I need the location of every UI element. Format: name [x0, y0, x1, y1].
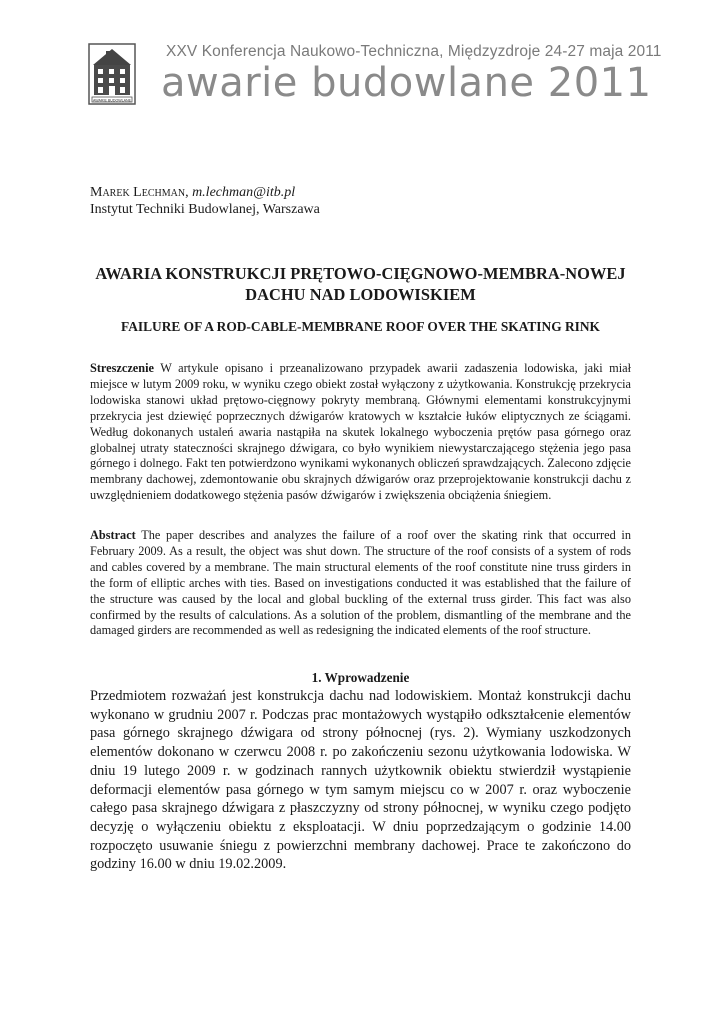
paper-title-pl: AWARIA KONSTRUKCJI PRĘTOWO-CIĘGNOWO-MEMBRA-NOWEJ DACHU NAD LODOWISKIEM [95, 264, 626, 304]
paper-title-en: FAILURE OF A ROD-CABLE-MEMBRANE ROOF OVER THE SKATING RINK [121, 319, 600, 334]
abstract-en [90, 528, 631, 639]
conference-logo [88, 43, 136, 105]
abstract-pl-text: W artykule opisano i przeanalizowano przypadek awarii zadaszenia lodowiska, jaki miał miejsce w lutym 2009 roku, w wyniku czego obiekt został wyłączony z użytkowania. Konstrukcję przekrycia lodowiska stanowi układ prętowo-cięgnowy pokryty membraną. Głównymi elementami konstrukcyjnymi przekrycia jest dziewięć poprzecznych dźwigarów kratowych w kształcie łuków eliptycznych ze ściągami. Według dokonanych ustaleń awaria nastąpiła na skutek lokalnego wyboczenia prętów pasa górnego oraz globalnej utraty stateczności skrajnego dźwigara, co było wynikiem niewystarczającego stężenia jego pasa górnego i dolnego. Fakt ten potwierdzono wynikami wykonanych obliczeń sprawdzających. Zalecono zdjęcie membrany dachowej, zdemontowanie obu skrajnych dźwigarów oraz przeprojektowanie konstrukcji dachu z uwzględnieniem dodatkowego stężenia pasów dźwigarów i zwiększenia obciążenia śniegiem. [90, 361, 631, 503]
section-heading: 1. Wprowadzenie [311, 670, 410, 685]
section-body: Przedmiotem rozważań jest konstrukcja dachu nad lodowiskiem. Montaż konstrukcji dachu wykonano w grudniu 2007 r. Podczas prac montażowych wystąpiło odkształcenie elementów pasa górnego skrajnego dźwigara od strony północnej (rys. 2). Wymiany uszkodzonych elementów dokonano w czerwcu 2008 r. po zakończeniu sezonu użytkowania lodowiska. W dniu 19 lutego 2009 r. w godzinach rannych użytkownik obiektu stwierdził wystąpienie deformacji elementów pasa górnego w tym samym miejscu co w 2007 r. oraz wyboczenie całego pasa skrajnego dźwigara z płaszczyzny od strony północnej, w wyniku czego podjęto decyzję o wyłączeniu obiektu z eksploatacji. W dniu poprzedzającym o godzinie 14.00 rozpoczęto usuwanie śniegu z powierzchni membrany dachowej. Prace te zakończono do godziny 16.00 w dniu 19.02.2009. [90, 688, 631, 873]
abstract-pl-label: Streszczenie [90, 361, 154, 375]
author-affiliation: Instytut Techniki Budowlanej, Warszawa [90, 202, 320, 217]
conference-name: XXV Konferencja Naukowo-Techniczna, Międzyzdroje 24-27 maja 2011 [166, 43, 662, 60]
logo-caption: AWARIE BUDOWLANE [92, 98, 132, 103]
author-email: m.lechman@itb.pl [192, 185, 296, 200]
abstract-pl [90, 361, 631, 504]
author-block: Marek Lechman, m.lechman@itb.pl Instytut Techniki Budowlanej, Warszawa [90, 184, 635, 218]
conference-title: awarie budowlane 2011 [161, 60, 652, 106]
abstract-en-label: Abstract [90, 528, 136, 542]
abstract-en-text: The paper describes and analyzes the failure of a roof over the skating rink that occurred in February 2009. As a result, the object was shut down. The structure of the roof consists of a system of rods and cables covered by a membrane. The main structural elements of the roof constitute nine truss girders in the form of elliptic arches with ties. Based on investigations conducted it was established that the failure of the structure was caused by the local and global buckling of the external truss girder. This fact was also confirmed by the results of calculations. As a solution of the problem, dismantling of the membrane and the damaged girders are recommended as well as redesigning the indicated elements of the roof structure. [90, 528, 631, 638]
author-name: Marek Lechman [90, 185, 186, 200]
